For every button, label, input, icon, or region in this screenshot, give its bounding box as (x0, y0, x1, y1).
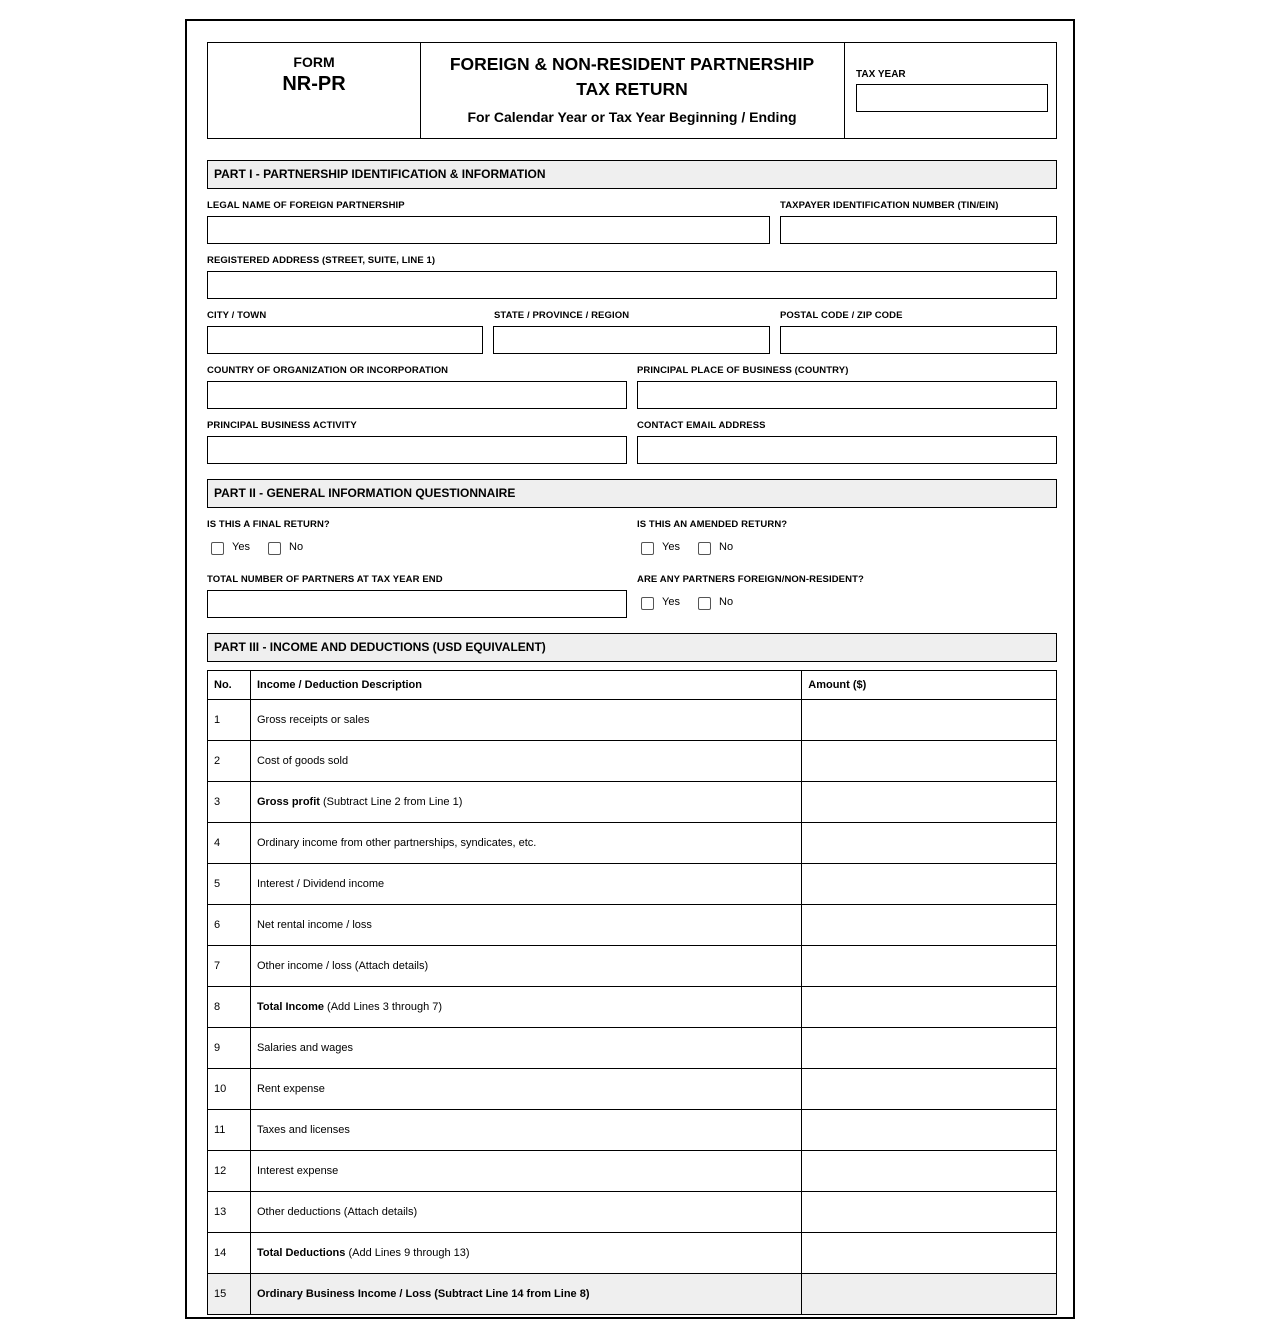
line-number: 14 (208, 1233, 251, 1274)
line-amount-field[interactable] (802, 1069, 1057, 1110)
line-number: 11 (208, 1110, 251, 1151)
form-subtitle: For Calendar Year or Tax Year Beginning / Ending (467, 109, 797, 125)
income-table-header (208, 671, 1057, 700)
postal-field[interactable] (780, 326, 1057, 354)
amended-return-no-checkbox[interactable] (698, 542, 711, 555)
final-return-yes-checkbox[interactable] (211, 542, 224, 555)
line-description (250, 1110, 801, 1151)
line-amount-field[interactable] (802, 1274, 1057, 1315)
country-org-label: COUNTRY OF ORGANIZATION OR INCORPORATION (207, 365, 449, 376)
line-description (250, 741, 801, 782)
form-label: FORM (293, 54, 335, 70)
foreign-partners-label: ARE ANY PARTNERS FOREIGN/NON-RESIDENT? (637, 574, 864, 585)
line-description-text: (Subtract Line 2 from Line 1) (319, 796, 463, 808)
form-title (420, 52, 844, 102)
tax-year-field[interactable] (856, 84, 1048, 112)
line-number: 9 (208, 1028, 251, 1069)
line-description-text: Interest expense (256, 1165, 339, 1177)
line-number: 8 (208, 987, 251, 1028)
part1-header: PART I - PARTNERSHIP IDENTIFICATION & INFORMATION (207, 160, 1057, 189)
line-amount-field[interactable] (802, 1151, 1057, 1192)
line-description-text: Net rental income / loss (256, 919, 372, 931)
state-field[interactable] (493, 326, 770, 354)
partners-count-label: TOTAL NUMBER OF PARTNERS AT TAX YEAR END (207, 574, 443, 585)
tin-label: TAXPAYER IDENTIFICATION NUMBER (TIN/EIN) (780, 200, 999, 211)
part3-header: PART III - INCOME AND DEDUCTIONS (USD EQUIVALENT) (207, 633, 1057, 662)
line-amount-field[interactable] (802, 1110, 1057, 1151)
table-row (208, 864, 1057, 905)
line-number: 6 (208, 905, 251, 946)
line-amount-field[interactable] (802, 741, 1057, 782)
foreign-partners-yes-checkbox[interactable] (641, 597, 654, 610)
tin-field[interactable] (780, 216, 1057, 244)
line-description (250, 1233, 801, 1274)
line-amount-field[interactable] (802, 782, 1057, 823)
final-return-yes-label: Yes (232, 541, 250, 553)
col-no-header: No. (208, 671, 251, 700)
line-description-text: Cost of goods sold (256, 755, 349, 767)
legal-name-label: LEGAL NAME OF FOREIGN PARTNERSHIP (207, 200, 405, 211)
line-number: 15 (208, 1274, 251, 1315)
line-description (250, 782, 801, 823)
form-header (207, 42, 1057, 139)
line-description-text: (Add Lines 3 through 7) (324, 1001, 443, 1013)
line-number: 5 (208, 864, 251, 905)
line-amount-field[interactable] (802, 864, 1057, 905)
line-description-bold: Gross profit (256, 796, 320, 808)
line-description-text: Salaries and wages (256, 1042, 353, 1054)
address-field[interactable] (207, 271, 1057, 299)
tax-year-cell (856, 43, 1056, 138)
table-row (208, 1069, 1057, 1110)
form-title-cell (420, 43, 845, 138)
principal-place-field[interactable] (637, 381, 1057, 409)
line-description (250, 1151, 801, 1192)
table-row (208, 1110, 1057, 1151)
city-label: CITY / TOWN (207, 310, 267, 321)
foreign-partners-yes-label: Yes (662, 596, 680, 608)
line-description (250, 987, 801, 1028)
final-return-label: IS THIS A FINAL RETURN? (207, 519, 330, 530)
line-number: 7 (208, 946, 251, 987)
table-row (208, 823, 1057, 864)
city-field[interactable] (207, 326, 483, 354)
table-row (208, 987, 1057, 1028)
form-number: NR-PR (282, 73, 346, 95)
line-description (250, 1069, 801, 1110)
table-row (208, 1233, 1057, 1274)
amended-return-yes-checkbox[interactable] (641, 542, 654, 555)
line-description-text: Rent expense (256, 1083, 325, 1095)
amended-return-no-label: No (719, 541, 734, 553)
form-id-cell (208, 43, 421, 138)
income-table-body (208, 700, 1057, 1315)
line-amount-field[interactable] (802, 1028, 1057, 1069)
business-activity-label: PRINCIPAL BUSINESS ACTIVITY (207, 420, 357, 431)
table-row (208, 700, 1057, 741)
final-return-no-checkbox[interactable] (268, 542, 281, 555)
foreign-partners-no-checkbox[interactable] (698, 597, 711, 610)
table-row (208, 1192, 1057, 1233)
line-number: 13 (208, 1192, 251, 1233)
address-label: REGISTERED ADDRESS (STREET, SUITE, LINE 1) (207, 255, 436, 266)
table-row (208, 1274, 1057, 1315)
line-description (250, 946, 801, 987)
line-description-text: Other deductions (Attach details) (256, 1206, 418, 1218)
table-row (208, 1028, 1057, 1069)
line-amount-field[interactable] (802, 1192, 1057, 1233)
line-number: 1 (208, 700, 251, 741)
table-row (208, 1151, 1057, 1192)
email-label: CONTACT EMAIL ADDRESS (637, 420, 766, 431)
line-description (250, 1274, 801, 1315)
line-description-text: (Add Lines 9 through 13) (345, 1247, 470, 1259)
line-amount-field[interactable] (802, 987, 1057, 1028)
part2-header: PART II - GENERAL INFORMATION QUESTIONNAIRE (207, 479, 1057, 508)
col-amount-header: Amount ($) (802, 671, 1057, 700)
line-description (250, 864, 801, 905)
line-amount-field[interactable] (802, 905, 1057, 946)
table-row (208, 946, 1057, 987)
line-description-bold: Total Income (256, 1001, 324, 1013)
form-content (207, 42, 1057, 1300)
line-description-text: Interest / Dividend income (256, 878, 385, 890)
country-org-field[interactable] (207, 381, 627, 409)
line-description (250, 905, 801, 946)
line-description (250, 1028, 801, 1069)
line-number: 2 (208, 741, 251, 782)
line-amount-field[interactable] (802, 946, 1057, 987)
line-description-text: Taxes and licenses (256, 1124, 350, 1136)
state-label: STATE / PROVINCE / REGION (494, 310, 630, 321)
form-title-line1: FOREIGN & NON-RESIDENT PARTNERSHIP (449, 54, 815, 74)
line-amount-field[interactable] (802, 1233, 1057, 1274)
table-row (208, 905, 1057, 946)
tax-year-label: TAX YEAR (856, 69, 906, 80)
line-description (250, 700, 801, 741)
line-number: 10 (208, 1069, 251, 1110)
line-amount-field[interactable] (802, 823, 1057, 864)
line-number: 12 (208, 1151, 251, 1192)
line-description-text: Ordinary income from other partnerships, syndicates, etc. (256, 837, 537, 849)
line-description-text: Other income / loss (Attach details) (256, 960, 429, 972)
form-page (185, 19, 1075, 1319)
line-amount-field[interactable] (802, 700, 1057, 741)
line-description-text: Gross receipts or sales (256, 714, 370, 726)
amended-return-yes-label: Yes (662, 541, 680, 553)
email-field[interactable] (637, 436, 1057, 464)
income-table (207, 670, 1057, 1315)
line-description (250, 1192, 801, 1233)
line-number: 3 (208, 782, 251, 823)
business-activity-field[interactable] (207, 436, 627, 464)
partners-count-field[interactable] (207, 590, 627, 618)
col-desc-header: Income / Deduction Description (250, 671, 801, 700)
table-row (208, 741, 1057, 782)
line-number: 4 (208, 823, 251, 864)
principal-place-label: PRINCIPAL PLACE OF BUSINESS (COUNTRY) (637, 365, 849, 376)
legal-name-field[interactable] (207, 216, 770, 244)
final-return-no-label: No (289, 541, 304, 553)
postal-label: POSTAL CODE / ZIP CODE (780, 310, 903, 321)
form-title-line2: TAX RETURN (576, 79, 688, 99)
amended-return-label: IS THIS AN AMENDED RETURN? (637, 519, 788, 530)
line-description-bold: Total Deductions (256, 1247, 346, 1259)
table-row (208, 782, 1057, 823)
line-description (250, 823, 801, 864)
line-description-bold: Ordinary Business Income / Loss (Subtract Line 14 from Line 8) (256, 1288, 590, 1300)
foreign-partners-no-label: No (719, 596, 734, 608)
